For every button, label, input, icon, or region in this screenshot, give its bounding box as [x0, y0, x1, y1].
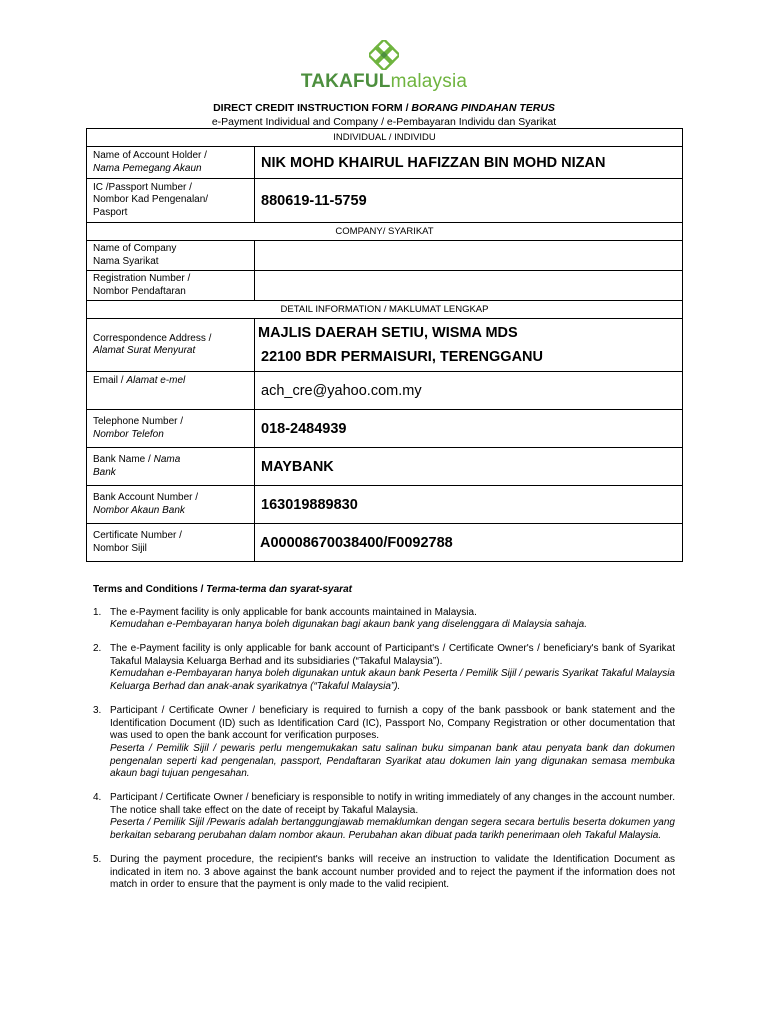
takaful-lattice-logo-icon — [369, 40, 399, 70]
row-certificate — [87, 524, 683, 562]
label-address — [87, 319, 255, 372]
value-telephone[interactable]: 018-2484939 — [255, 410, 683, 448]
brand-wordmark — [0, 71, 768, 93]
label-registration-2: Nombor Pendaftaran — [93, 285, 186, 297]
terms-item-number: 5. — [93, 854, 102, 866]
label-registration — [87, 271, 255, 301]
label-bank-name-ms2: Bank — [93, 466, 116, 478]
label-bank-account-en: Bank Account Number / — [93, 492, 199, 503]
label-company-name-2: Nama Syarikat — [93, 255, 159, 267]
label-account-holder-ms: Nama Pemegang Akaun — [93, 162, 202, 174]
label-bank-name-ms1: Nama — [153, 454, 181, 465]
brand-logo — [0, 40, 768, 93]
row-email — [87, 372, 683, 410]
terms-item-en: The e-Payment facility is only applicable for bank account of Participant's / Certificate Owner's / beneficiary's bank of Syarikat Takaful Malaysia Keluarga Berhad and its subsidiaries (“Takaful Malaysia”). — [110, 643, 675, 667]
value-account-holder[interactable]: NIK MOHD KHAIRUL HAFIZZAN BIN MOHD NIZAN — [255, 147, 683, 179]
brand-part1: TAKAFUL — [300, 71, 391, 92]
row-company-name — [87, 241, 683, 271]
label-ic-2: Nombor Kad Pengenalan/ — [93, 194, 209, 206]
label-company-name — [87, 241, 255, 271]
value-company-name[interactable] — [255, 241, 683, 271]
label-bank-account-ms: Nombor Akaun Bank — [93, 504, 185, 516]
form-title-ms: BORANG PINDAHAN TERUS — [411, 102, 555, 114]
label-address-en: Correspondence Address / — [93, 332, 212, 344]
label-bank-name-en: Bank Name / — [93, 454, 151, 465]
label-ic-1: IC /Passport Number / — [93, 181, 192, 193]
row-account-holder — [87, 147, 683, 179]
label-certificate — [87, 524, 255, 562]
label-account-holder — [87, 147, 255, 179]
label-email — [87, 372, 255, 410]
label-telephone — [87, 410, 255, 448]
terms-item — [93, 792, 675, 842]
label-bank-name — [87, 448, 255, 486]
row-bank-account — [87, 486, 683, 524]
terms-item — [93, 607, 675, 632]
terms-item-en: The e-Payment facility is only applicable for bank accounts maintained in Malaysia. — [110, 606, 477, 618]
label-registration-1: Registration Number / — [93, 273, 191, 284]
value-certificate[interactable]: A00008670038400/F0092788 — [255, 524, 683, 562]
row-address — [87, 319, 683, 372]
label-certificate-1: Certificate Number / — [93, 530, 182, 541]
label-ic-3: Pasport — [93, 206, 128, 218]
terms-item-ms: Kemudahan e-Pembayaran hanya boleh digunakan untuk akaun bank Peserta / Pemilik Sijil / pewaris Syarikat Takaful Malaysia Keluarga Berhad dan anak-anak syarikatnya (“Takaful Malaysia”). — [110, 668, 675, 693]
label-email-ms: Alamat e-mel — [126, 375, 186, 386]
value-address-line1: MAJLIS DAERAH SETIU, WISMA MDS — [258, 325, 518, 341]
label-telephone-en: Telephone Number / — [93, 416, 184, 427]
section-individual: INDIVIDUAL / INDIVIDU — [87, 129, 683, 147]
terms-item — [93, 643, 675, 693]
instruction-form-table — [86, 128, 683, 562]
brand-part2: malaysia — [390, 71, 468, 92]
terms-item — [93, 854, 675, 892]
row-bank-name — [87, 448, 683, 486]
terms-item-number: 4. — [93, 792, 102, 804]
terms-item — [93, 705, 675, 781]
terms-heading-ms: Terma-terma dan syarat-syarat — [206, 584, 352, 595]
row-telephone — [87, 410, 683, 448]
label-bank-account — [87, 486, 255, 524]
terms-item-ms: Peserta / Pemilik Sijil /Pewaris adalah bertanggungjawab memaklumkan dengan segera secara bertulis beserta dokumen yang berkaitan sebarang perubahan dalam nombor akaun. Perubahan akan dibuat pada tarikh penerimaan oleh Takaful Malaysia. — [110, 817, 675, 841]
terms-heading — [93, 584, 675, 597]
label-telephone-ms: Nombor Telefon — [93, 428, 164, 440]
terms-item-number: 3. — [93, 705, 102, 717]
value-bank-name[interactable]: MAYBANK — [255, 448, 683, 486]
form-subtitle: e-Payment Individual and Company / e-Pembayaran Individu dan Syarikat — [211, 116, 557, 128]
form-title-en: DIRECT CREDIT INSTRUCTION FORM / — [213, 102, 412, 114]
value-registration[interactable] — [255, 271, 683, 301]
label-account-holder-en: Name of Account Holder / — [93, 150, 207, 161]
value-address-line2: 22100 BDR PERMAISURI, TERENGGANU — [261, 349, 543, 365]
section-company: COMPANY/ SYARIKAT — [87, 223, 683, 241]
row-registration — [87, 271, 683, 301]
terms-heading-en: Terms and Conditions / — [93, 584, 207, 595]
terms-item-ms: Peserta / Pemilik Sijil / pewaris perlu mengemukakan satu salinan buku simpanan bank atau penyata bank dan dokumen pengenalan seperti kad pengenalan, passport, Pendaftaran Syarikat atau dokumen lain yang digunakan semasa membuka akaun bagi tujuan pengesahan. — [110, 742, 675, 780]
label-certificate-2: Nombor Sijil — [93, 542, 147, 554]
terms-item-en: Participant / Certificate Owner / beneficiary is required to furnish a copy of the bank passbook or bank statement and the Identification Document (ID) such as Identification Card (IC), Passport No, Company Registration or other documentation that was used to open the bank account for verification purposes. — [110, 705, 675, 742]
form-title — [0, 101, 768, 115]
value-address[interactable] — [255, 319, 683, 372]
label-address-ms: Alamat Surat Menyurat — [93, 345, 196, 356]
terms-item-en: Participant / Certificate Owner / beneficiary is responsible to notify in writing immediately of any changes in the account number. The notice shall take effect on the date of receipt by Takaful Malaysia. — [110, 792, 675, 816]
section-detail: DETAIL INFORMATION / MAKLUMAT LENGKAP — [87, 301, 683, 319]
label-ic — [87, 179, 255, 223]
terms-section — [93, 584, 675, 903]
terms-item-number: 2. — [93, 643, 102, 655]
terms-item-number: 1. — [93, 606, 102, 618]
terms-item-ms: Kemudahan e-Pembayaran hanya boleh digunakan bagi akaun bank yang diselenggara di Malaysia sahaja. — [110, 619, 588, 631]
label-email-en: Email / — [93, 375, 124, 386]
value-ic[interactable]: 880619-11-5759 — [255, 179, 683, 223]
value-email[interactable]: ach_cre@yahoo.com.my — [255, 372, 683, 410]
label-company-name-1: Name of Company — [93, 243, 177, 254]
terms-item-en: During the payment procedure, the recipient's banks will receive an instruction to validate the Identification Document as indicated in item no. 3 above against the bank account number provided and to reject the payment if the information does not match in order to ensure that the payment is only made to the valid recipient. — [110, 854, 675, 891]
value-bank-account[interactable]: 163019889830 — [255, 486, 683, 524]
row-ic — [87, 179, 683, 223]
form-titles — [0, 101, 768, 129]
